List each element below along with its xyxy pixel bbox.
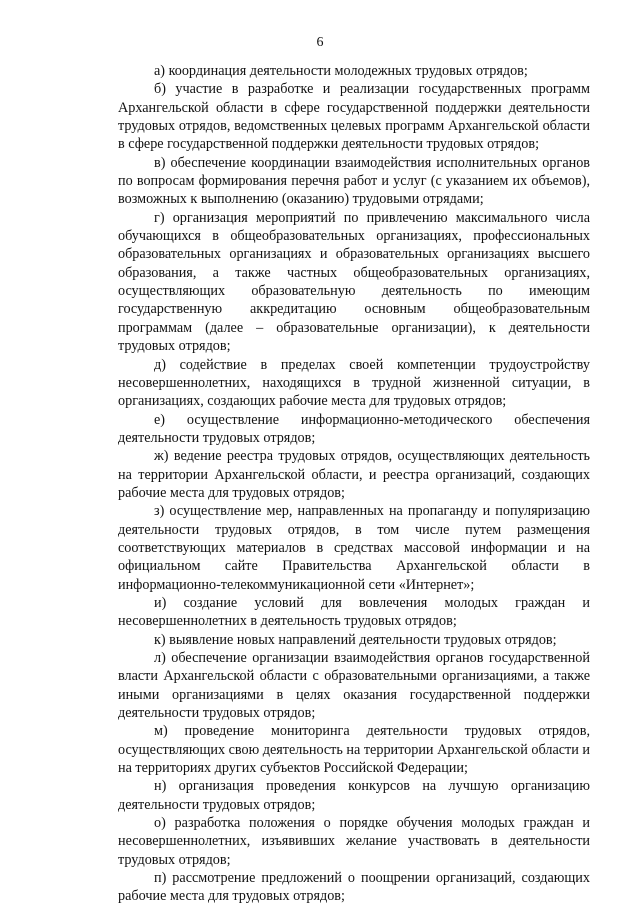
- document-body: [118, 62, 590, 906]
- list-item: в) обеспечение координации взаимодействия исполнительных органов по вопросам формирования перечня работ и услуг (с указанием их объемов), возможных к выполнению (оказанию) трудовыми отрядами;: [118, 154, 590, 208]
- list-item: л) обеспечение организации взаимодействия органов государственной власти Архангельской области с образовательными организациями, а также иными организациями в целях оказания государственной поддержки деятельности трудовых отрядов;: [118, 650, 590, 722]
- list-item: г) организация мероприятий по привлечению максимального числа обучающихся в общеобразовательных организациях, профессиональных образовательных организациях и образовательных организациях высшего образования, а также частных общеобразовательных организациях, осуществляющих образовательную деятельность по имеющим государственную аккредитацию основным общеобразовательным программам (далее – образовательные организации), к деятельности трудовых отрядов;: [118, 209, 590, 355]
- list-item: б) участие в разработке и реализации государственных программ Архангельской области в сфере государственной поддержки деятельности трудовых отрядов, ведомственных целевых программ Архангельской области в сфере государственной поддержки деятельности трудовых отрядов;: [118, 81, 590, 153]
- list-item: о) разработка положения о порядке обучения молодых граждан и несовершеннолетних, изъявивших желание участвовать в деятельности трудовых отрядов;: [118, 815, 590, 868]
- list-item: ж) ведение реестра трудовых отрядов, осуществляющих деятельность на территории Архангельской области, и реестра организаций, создающих рабочие места для трудовых отрядов;: [118, 448, 590, 501]
- list-item: е) осуществление информационно-методического обеспечения деятельности трудовых отрядов;: [118, 411, 590, 446]
- list-item: и) создание условий для вовлечения молодых граждан и несовершеннолетних в деятельность трудовых отрядов;: [118, 594, 590, 630]
- list-item: н) организация проведения конкурсов на лучшую организацию деятельности трудовых отрядов;: [118, 778, 590, 813]
- list-item: а) координация деятельности молодежных трудовых отрядов;: [154, 63, 528, 79]
- list-item: п) рассмотрение предложений о поощрении организаций, создающих рабочие места для трудовых отрядов;: [118, 870, 590, 905]
- list-item: к) выявление новых направлений деятельности трудовых отрядов;: [154, 631, 557, 648]
- list-item: з) осуществление мер, направленных на пропаганду и популяризацию деятельности трудовых отрядов, в том числе путем размещения соответствующих материалов в средствах массовой информации и на официальном сайте Правительства Архангельской области в информационно-телекоммуникационной сети «Интернет»;: [118, 503, 590, 593]
- page-number: 6: [316, 35, 324, 50]
- list-item: м) проведение мониторинга деятельности трудовых отрядов, осуществляющих свою деятельность на территории Архангельской области и на территориях других субъектов Российской Федерации;: [118, 723, 590, 777]
- list-item: д) содействие в пределах своей компетенции трудоустройству несовершеннолетних, находящихся в трудной жизненной ситуации, в организациях, создающих рабочие места для трудовых отрядов;: [118, 356, 590, 410]
